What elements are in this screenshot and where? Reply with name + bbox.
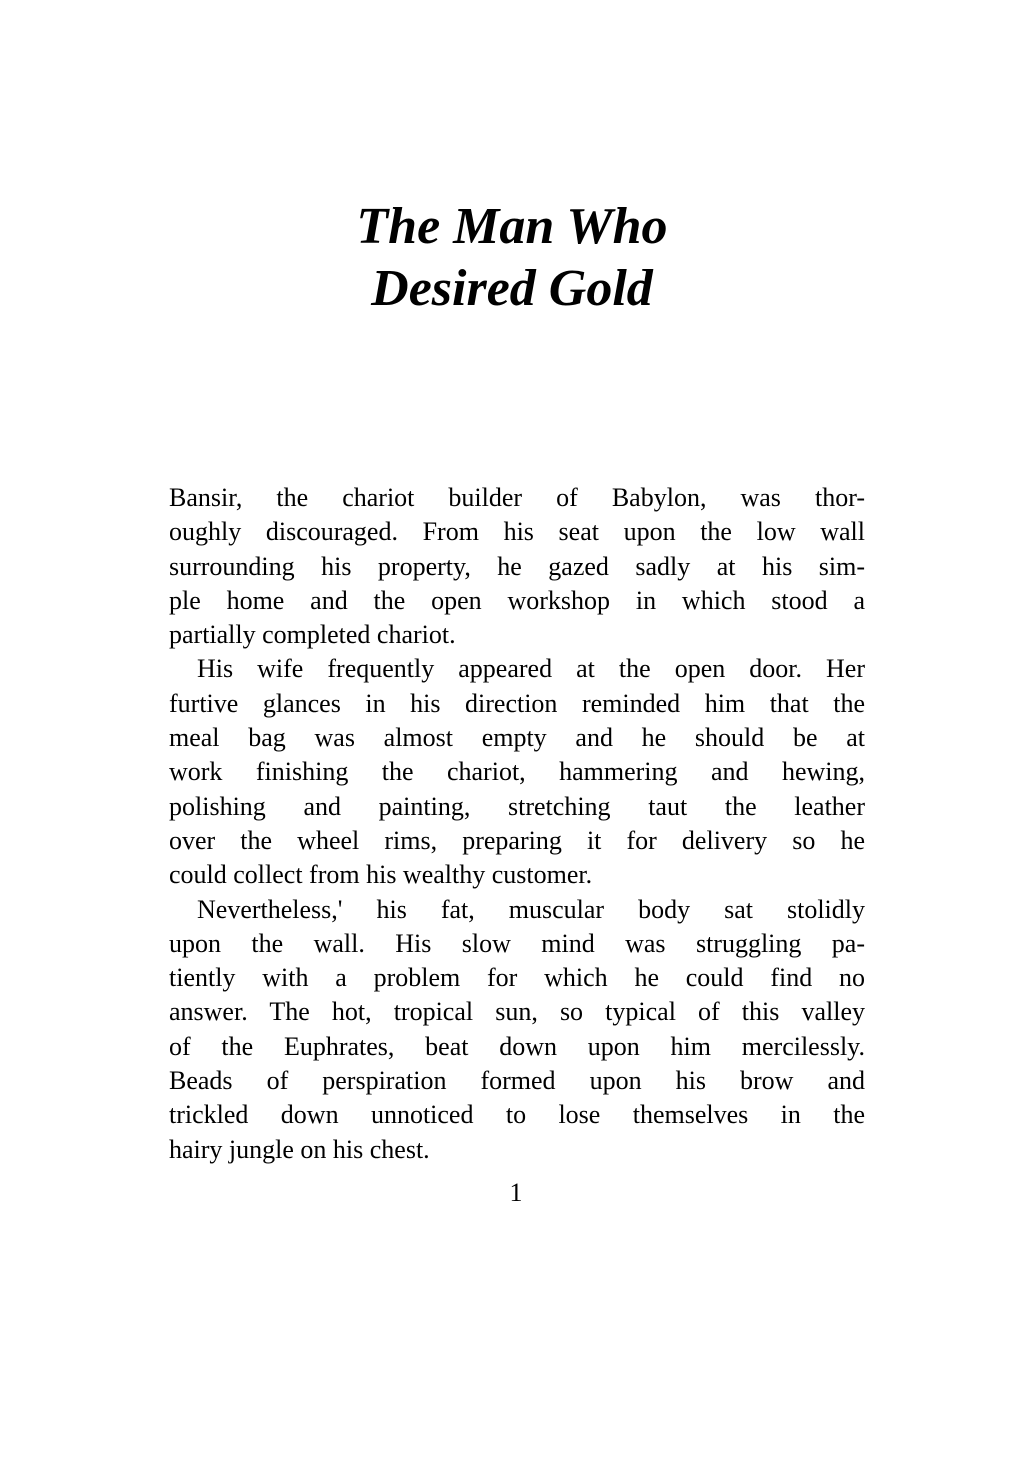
text-line: Bansir, the chariot builder of Babylon, was thor- xyxy=(169,483,865,512)
chapter-title-line-1: The Man Who xyxy=(356,198,668,255)
chapter-title xyxy=(0,196,1024,320)
text-line: Nevertheless,' his fat, muscular body sat stolidly xyxy=(197,894,865,924)
text-line: work finishing the chariot, hammering and hewing, xyxy=(169,757,865,787)
text-line: furtive glances in his direction reminded him that the xyxy=(169,688,865,718)
text-line: upon the wall. His slow mind was struggling pa- xyxy=(169,928,865,958)
paragraph-3 xyxy=(169,893,865,1167)
text-line: surrounding his property, he gazed sadly at his sim- xyxy=(169,551,865,581)
text-line: oughly discouraged. From his seat upon the low wall xyxy=(169,517,865,547)
text-line: His wife frequently appeared at the open door. Her xyxy=(197,654,865,684)
paragraph-2 xyxy=(169,652,865,892)
text-line: trickled down unnoticed to lose themselves in the xyxy=(169,1100,865,1130)
text-line: of the Euphrates, beat down upon him mercilessly. xyxy=(169,1031,865,1061)
text-line: Beads of perspiration formed upon his brow and xyxy=(169,1066,865,1096)
text-line: ple home and the open workshop in which stood a xyxy=(169,585,865,615)
text-line: hairy jungle on his chest. xyxy=(169,1134,430,1164)
text-line: polishing and painting, stretching taut the leather xyxy=(169,791,865,821)
chapter-body xyxy=(169,481,865,1167)
text-line: meal bag was almost empty and he should be at xyxy=(169,723,865,753)
text-line: answer. The hot, tropical sun, so typical of this valley xyxy=(169,997,865,1027)
page-number: 1 xyxy=(509,1178,523,1207)
text-line: over the wheel rims, preparing it for delivery so he xyxy=(169,825,865,855)
chapter-title-line-2: Desired Gold xyxy=(371,260,653,317)
paragraph-1 xyxy=(169,481,865,652)
text-line: partially completed chariot. xyxy=(169,620,456,650)
text-line: could collect from his wealthy customer. xyxy=(169,860,593,890)
text-line: tiently with a problem for which he could find no xyxy=(169,963,865,993)
